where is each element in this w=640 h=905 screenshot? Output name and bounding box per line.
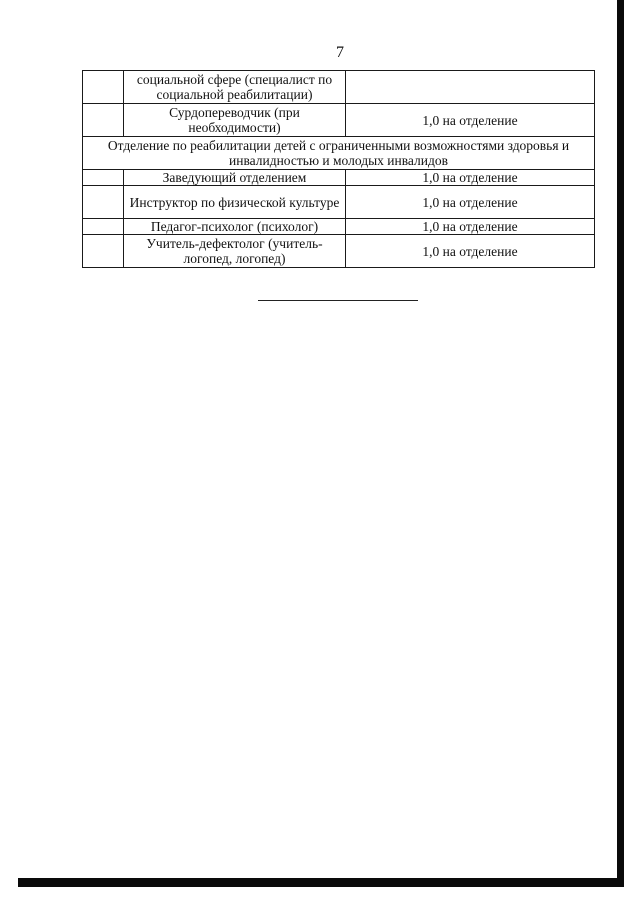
table-row [83,235,595,268]
table-row [83,71,595,104]
section-title: Отделение по реабилитации детей с ограниченными возможностями здоровья и инвалидностью и молодых инвалидов [83,137,595,170]
rate-cell [346,71,595,104]
scan-border-right [617,0,624,880]
staff-table [82,70,595,268]
section-header-row [83,137,595,170]
table-row [83,219,595,235]
position-cell: Педагог-психолог (психолог) [124,219,346,235]
row-number-cell [83,219,124,235]
position-cell: Сурдопереводчик (при необходимости) [124,104,346,137]
table-row [83,170,595,186]
row-number-cell [83,186,124,219]
rate-cell: 1,0 на отделение [346,104,595,137]
table-row [83,186,595,219]
rate-cell: 1,0 на отделение [346,219,595,235]
rate-cell: 1,0 на отделение [346,235,595,268]
position-cell: Учитель-дефектолог (учитель-логопед, логопед) [124,235,346,268]
end-of-document-rule [258,300,418,301]
position-cell: Инструктор по физической культуре [124,186,346,219]
row-number-cell [83,104,124,137]
scan-border-bottom [18,878,624,887]
position-cell: социальной сфере (специалист по социальной реабилитации) [124,71,346,104]
row-number-cell [83,170,124,186]
rate-cell: 1,0 на отделение [346,186,595,219]
rate-cell: 1,0 на отделение [346,170,595,186]
row-number-cell [83,235,124,268]
row-number-cell [83,71,124,104]
table-row [83,104,595,137]
position-cell: Заведующий отделением [124,170,346,186]
page-number: 7 [336,44,344,61]
